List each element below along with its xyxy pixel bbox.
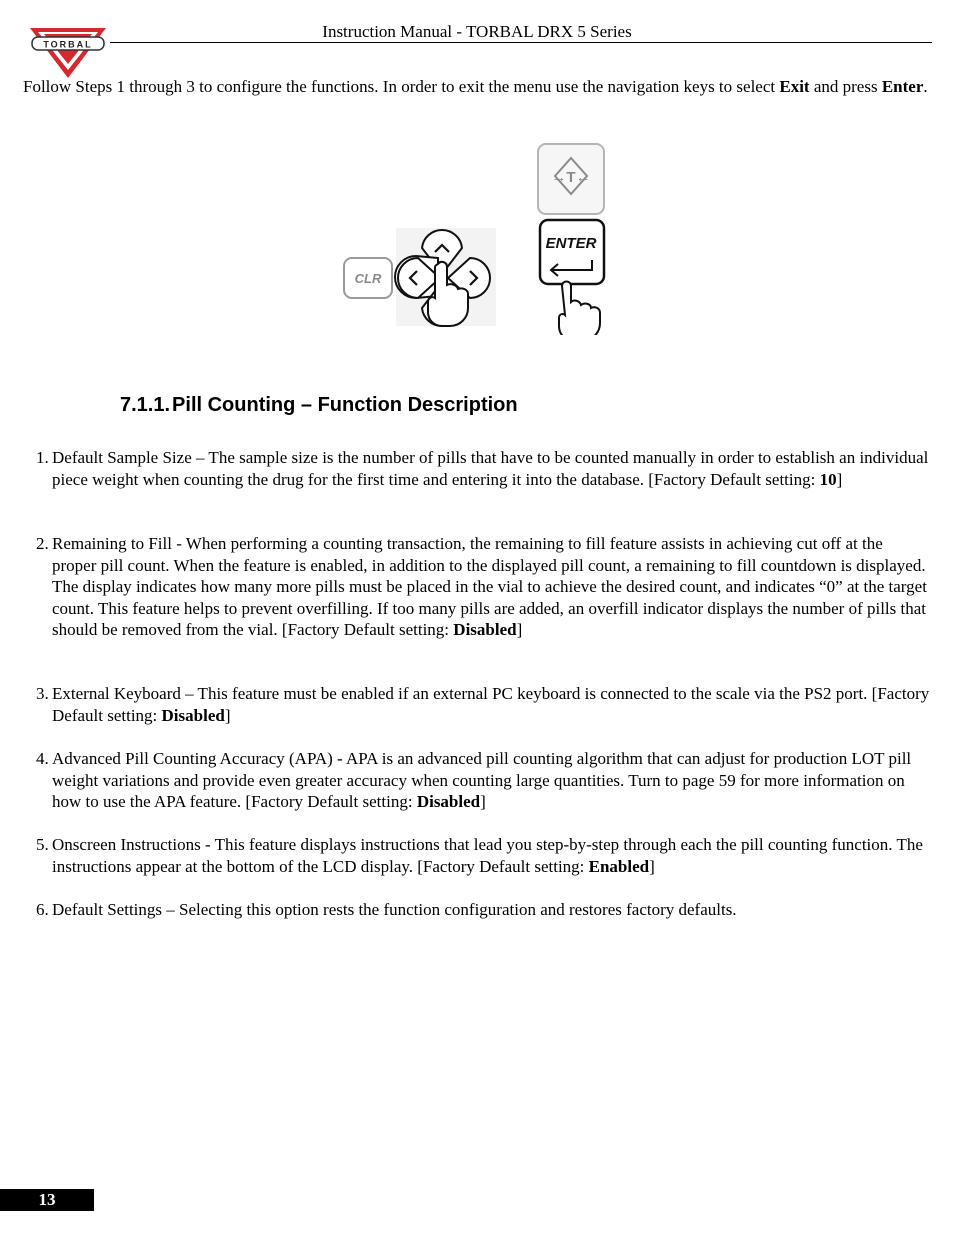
intro-exit-bold: Exit <box>779 77 810 96</box>
list-marker: 6. <box>36 900 49 919</box>
arrow-left-icon <box>395 256 440 298</box>
item-default-value: 10 <box>819 469 837 489</box>
list-marker: 4. <box>36 749 49 768</box>
intro-enter-bold: Enter <box>881 77 924 96</box>
list-marker: 1. <box>36 448 49 467</box>
list-item <box>36 447 930 490</box>
section-title: Pill Counting – Function Description <box>172 394 518 416</box>
list-item <box>36 748 930 813</box>
clr-label: CLR <box>354 271 382 286</box>
list-item <box>36 533 930 641</box>
page-number: 13 <box>0 1189 94 1211</box>
pointing-hand-icon <box>559 282 600 336</box>
list-marker: 3. <box>36 684 49 703</box>
item-text: Remaining to Fill - When performing a counting transaction, the remaining to fill feature assists in achieving cut off at the proper pill count. When the feature is enabled, in addition to the displayed pill count, a remaining to fill countdown is displayed. The display indicates how many more pills must be placed in the vial to achieve the desired count, and indicates “0” at the target count. This feature helps to prevent overfilling. If too many pills are added, an overfill indicator displays the number of pills that should be removed from the vial. [Factory Default setting: <box>52 534 927 640</box>
item-text: Onscreen Instructions - This feature displays instructions that lead you step-by-step through each the pill counting function. The instructions appear at the bottom of the LCD display. [Factory Default setting: <box>52 835 923 876</box>
list-item <box>36 834 930 877</box>
item-text: Default Settings – Selecting this option rests the function configuration and restores factory defaults. <box>52 900 737 919</box>
section-heading <box>120 392 518 418</box>
tare-key-icon <box>538 144 604 214</box>
item-text: External Keyboard – This feature must be enabled if an external PC keyboard is connected to the scale via the PS2 port. [Factory Default setting: <box>52 684 930 725</box>
item-text: Advanced Pill Counting Accuracy (APA) - APA is an advanced pill counting algorithm that can adjust for production LOT pill weight variations and provide even greater accuracy when counting large quantities. Turn to page 59 for more information on how to use the APA feature. [Factory Default setting: <box>52 749 912 812</box>
tare-symbol: →T← <box>551 169 591 186</box>
enter-key-icon <box>540 220 604 284</box>
list-item <box>36 683 930 726</box>
clr-key-icon <box>344 258 392 298</box>
item-tail: ] <box>224 705 231 725</box>
item-default-value: Disabled <box>416 792 481 812</box>
logo-text: TORBAL <box>43 39 93 50</box>
item-tail: ] <box>649 856 655 876</box>
item-default-value: Disabled <box>161 705 225 725</box>
intro-text-a: Follow Steps 1 through 3 to configure the functions. In order to exit the menu use the navigation keys to select <box>23 77 780 96</box>
header-rule <box>110 42 932 43</box>
item-tail: ] <box>516 620 523 640</box>
item-default-value: Enabled <box>588 856 650 876</box>
intro-paragraph <box>23 76 933 98</box>
intro-text-b: and press <box>809 77 882 96</box>
list-marker: 5. <box>36 835 49 854</box>
list-marker: 2. <box>36 534 49 553</box>
enter-label: ENTER <box>545 235 597 252</box>
item-text: Default Sample Size – The sample size is the number of pills that have to be counted manually in order to establish an individual piece weight when counting the drug for the first time and entering it into the database. [Factory Default setting: <box>52 448 929 489</box>
keypad-illustration <box>340 140 620 335</box>
intro-text-c: . <box>923 77 928 96</box>
item-default-value: Disabled <box>453 620 517 640</box>
header-title: Instruction Manual - TORBAL DRX 5 Series <box>322 22 632 41</box>
list-item <box>36 899 930 921</box>
section-number: 7.1.1. <box>120 394 171 416</box>
item-tail: ] <box>836 469 843 489</box>
item-tail: ] <box>480 792 486 812</box>
